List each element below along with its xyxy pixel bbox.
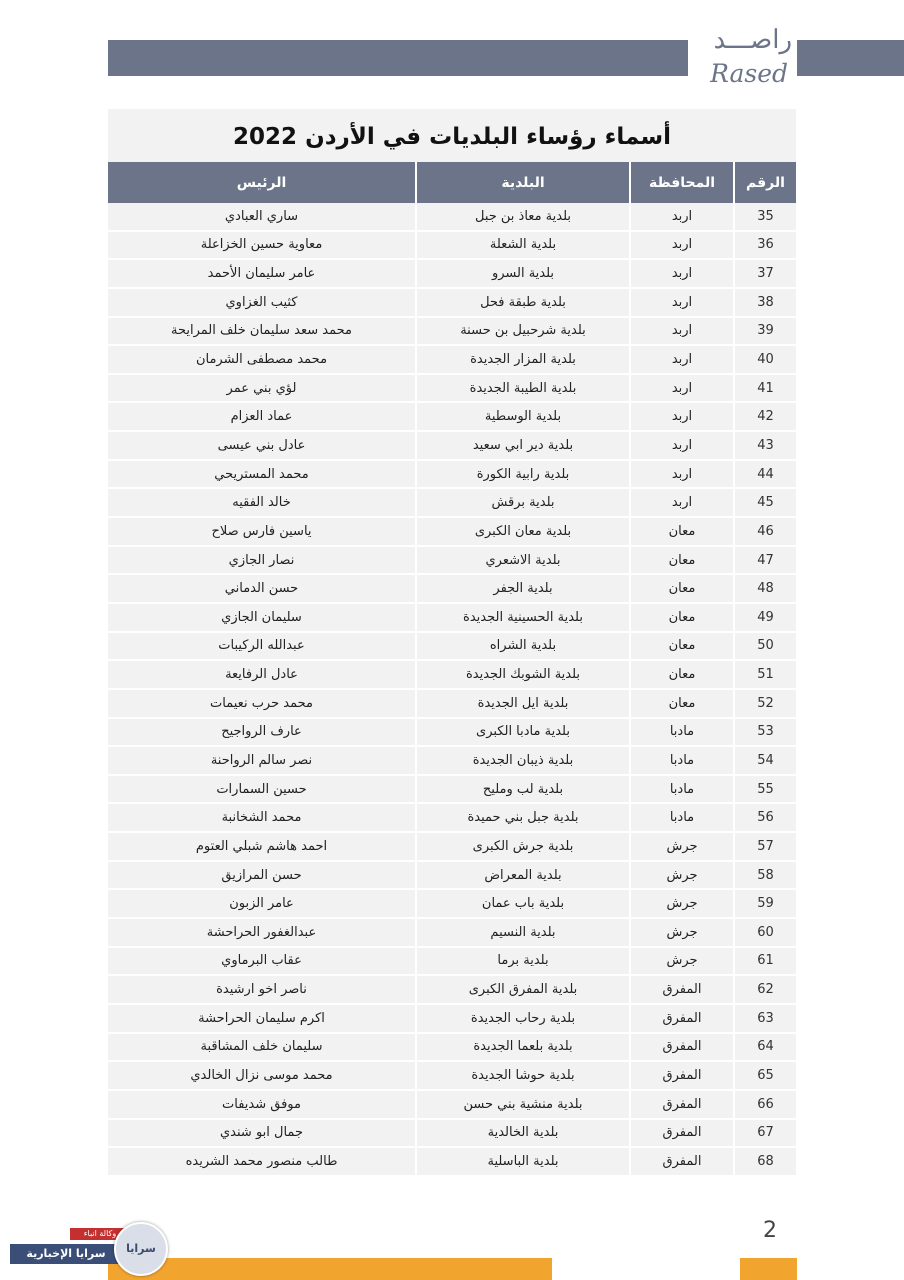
- row-governorate: المفرق: [630, 1090, 734, 1119]
- row-governorate: اربد: [630, 317, 734, 346]
- row-mayor: جمال ابو شندي: [108, 1119, 416, 1148]
- row-governorate: المفرق: [630, 1061, 734, 1090]
- column-header-municipality: البلدية: [416, 162, 630, 203]
- table-row: [108, 317, 796, 346]
- row-mayor: عامر سليمان الأحمد: [108, 259, 416, 288]
- row-municipality: بلدية دير ابي سعيد: [416, 431, 630, 460]
- table-row: [108, 632, 796, 661]
- row-mayor: كثيب الغزاوي: [108, 288, 416, 317]
- row-municipality: بلدية معاذ بن جبل: [416, 203, 630, 231]
- table-body: [108, 203, 796, 1176]
- watermark: [10, 1222, 166, 1274]
- row-municipality: بلدية ايل الجديدة: [416, 689, 630, 718]
- table-row: [108, 345, 796, 374]
- row-number: 64: [734, 1033, 796, 1062]
- row-number: 58: [734, 861, 796, 890]
- row-governorate: المفرق: [630, 1033, 734, 1062]
- row-governorate: جرش: [630, 918, 734, 947]
- row-municipality: بلدية الجفر: [416, 574, 630, 603]
- row-municipality: بلدية الاشعري: [416, 546, 630, 575]
- row-mayor: ياسين فارس صلاح: [108, 517, 416, 546]
- row-number: 55: [734, 775, 796, 804]
- row-governorate: اربد: [630, 431, 734, 460]
- row-number: 48: [734, 574, 796, 603]
- table-row: [108, 1004, 796, 1033]
- row-governorate: معان: [630, 660, 734, 689]
- table-header-row: [108, 162, 796, 203]
- table-row: [108, 746, 796, 775]
- row-number: 37: [734, 259, 796, 288]
- row-municipality: بلدية الباسلية: [416, 1147, 630, 1176]
- logo-latin: Rased: [710, 59, 788, 88]
- table-row: [108, 1119, 796, 1148]
- row-municipality: بلدية السرو: [416, 259, 630, 288]
- row-municipality: بلدية برقش: [416, 488, 630, 517]
- row-mayor: عامر الزبون: [108, 889, 416, 918]
- row-governorate: جرش: [630, 861, 734, 890]
- row-number: 61: [734, 947, 796, 976]
- row-municipality: بلدية الشعلة: [416, 231, 630, 260]
- row-mayor: محمد الشخانبة: [108, 803, 416, 832]
- row-mayor: عادل الرفايعة: [108, 660, 416, 689]
- row-number: 66: [734, 1090, 796, 1119]
- table-row: [108, 1147, 796, 1176]
- row-mayor: محمد موسى نزال الخالدي: [108, 1061, 416, 1090]
- row-mayor: عبدالغفور الحراحشة: [108, 918, 416, 947]
- row-number: 45: [734, 488, 796, 517]
- row-number: 46: [734, 517, 796, 546]
- table-row: [108, 775, 796, 804]
- row-mayor: معاوية حسين الخزاعلة: [108, 231, 416, 260]
- row-municipality: بلدية منشية بني حسن: [416, 1090, 630, 1119]
- page-number: 2: [763, 1218, 777, 1243]
- header-band-left: [108, 40, 688, 76]
- row-mayor: عماد العزام: [108, 402, 416, 431]
- row-number: 56: [734, 803, 796, 832]
- row-mayor: ساري العبادي: [108, 203, 416, 231]
- row-governorate: اربد: [630, 231, 734, 260]
- watermark-main-label: سرايا الإخبارية: [10, 1244, 122, 1264]
- row-mayor: محمد حرب نعيمات: [108, 689, 416, 718]
- table-row: [108, 1061, 796, 1090]
- row-municipality: بلدية الطيبة الجديدة: [416, 374, 630, 403]
- row-number: 54: [734, 746, 796, 775]
- row-municipality: بلدية معان الكبرى: [416, 517, 630, 546]
- mayors-table: [108, 162, 796, 1177]
- table-row: [108, 889, 796, 918]
- row-municipality: بلدية ذيبان الجديدة: [416, 746, 630, 775]
- row-mayor: سليمان خلف المشاقبة: [108, 1033, 416, 1062]
- row-municipality: بلدية رحاب الجديدة: [416, 1004, 630, 1033]
- row-mayor: حسن الدماني: [108, 574, 416, 603]
- table-row: [108, 288, 796, 317]
- row-mayor: احمد هاشم شبلي العتوم: [108, 832, 416, 861]
- row-governorate: معان: [630, 574, 734, 603]
- row-number: 68: [734, 1147, 796, 1176]
- row-mayor: عبدالله الركيبات: [108, 632, 416, 661]
- table-row: [108, 259, 796, 288]
- table-row: [108, 231, 796, 260]
- row-number: 50: [734, 632, 796, 661]
- document-title: أسماء رؤساء البلديات في الأردن 2022: [233, 124, 671, 150]
- row-governorate: اربد: [630, 288, 734, 317]
- row-number: 40: [734, 345, 796, 374]
- row-municipality: بلدية مادبا الكبرى: [416, 718, 630, 747]
- table-row: [108, 975, 796, 1004]
- row-number: 57: [734, 832, 796, 861]
- row-governorate: اربد: [630, 259, 734, 288]
- table-row: [108, 374, 796, 403]
- row-number: 41: [734, 374, 796, 403]
- table-row: [108, 803, 796, 832]
- row-governorate: جرش: [630, 947, 734, 976]
- table-row: [108, 861, 796, 890]
- table-row: [108, 546, 796, 575]
- table-row: [108, 402, 796, 431]
- row-governorate: معان: [630, 632, 734, 661]
- row-number: 52: [734, 689, 796, 718]
- row-governorate: معان: [630, 603, 734, 632]
- table-row: [108, 1090, 796, 1119]
- row-mayor: طالب منصور محمد الشريده: [108, 1147, 416, 1176]
- row-governorate: معان: [630, 517, 734, 546]
- row-mayor: نصر سالم الرواحنة: [108, 746, 416, 775]
- row-municipality: بلدية المعراض: [416, 861, 630, 890]
- row-municipality: بلدية برما: [416, 947, 630, 976]
- row-governorate: مادبا: [630, 775, 734, 804]
- row-number: 51: [734, 660, 796, 689]
- row-number: 59: [734, 889, 796, 918]
- row-mayor: عادل بني عيسى: [108, 431, 416, 460]
- column-header-governorate: المحافظة: [630, 162, 734, 203]
- row-municipality: بلدية شرحبيل بن حسنة: [416, 317, 630, 346]
- table-row: [108, 431, 796, 460]
- footer-band-left: [108, 1258, 552, 1280]
- row-governorate: مادبا: [630, 803, 734, 832]
- row-mayor: ناصر اخو ارشيدة: [108, 975, 416, 1004]
- row-governorate: المفرق: [630, 975, 734, 1004]
- row-number: 39: [734, 317, 796, 346]
- row-mayor: محمد سعد سليمان خلف المرايحة: [108, 317, 416, 346]
- row-number: 47: [734, 546, 796, 575]
- row-mayor: سليمان الجازي: [108, 603, 416, 632]
- row-governorate: المفرق: [630, 1147, 734, 1176]
- footer-band-right: [740, 1258, 797, 1280]
- table-row: [108, 517, 796, 546]
- row-governorate: اربد: [630, 460, 734, 489]
- table-row: [108, 832, 796, 861]
- row-mayor: حسن المرازيق: [108, 861, 416, 890]
- row-municipality: بلدية جبل بني حميدة: [416, 803, 630, 832]
- row-mayor: خالد الفقيه: [108, 488, 416, 517]
- row-governorate: جرش: [630, 889, 734, 918]
- row-municipality: بلدية بلعما الجديدة: [416, 1033, 630, 1062]
- row-municipality: بلدية المفرق الكبرى: [416, 975, 630, 1004]
- row-municipality: بلدية الوسطية: [416, 402, 630, 431]
- row-mayor: عقاب البرماوي: [108, 947, 416, 976]
- header-band-right: [797, 40, 904, 76]
- table-row: [108, 947, 796, 976]
- row-mayor: موفق شديفات: [108, 1090, 416, 1119]
- row-governorate: المفرق: [630, 1004, 734, 1033]
- row-municipality: بلدية الشوبك الجديدة: [416, 660, 630, 689]
- table-row: [108, 460, 796, 489]
- row-governorate: مادبا: [630, 746, 734, 775]
- row-number: 43: [734, 431, 796, 460]
- table-row: [108, 574, 796, 603]
- row-municipality: بلدية طبقة فحل: [416, 288, 630, 317]
- row-municipality: بلدية الحسينية الجديدة: [416, 603, 630, 632]
- row-number: 36: [734, 231, 796, 260]
- row-mayor: محمد مصطفى الشرمان: [108, 345, 416, 374]
- row-governorate: اربد: [630, 374, 734, 403]
- logo-arabic: راصـــد: [713, 25, 792, 55]
- row-mayor: لؤي بني عمر: [108, 374, 416, 403]
- row-governorate: اربد: [630, 203, 734, 231]
- row-governorate: معان: [630, 689, 734, 718]
- row-number: 35: [734, 203, 796, 231]
- watermark-top-label: وكالة انباء: [70, 1228, 130, 1240]
- row-governorate: معان: [630, 546, 734, 575]
- row-governorate: اربد: [630, 488, 734, 517]
- row-municipality: بلدية لب ومليح: [416, 775, 630, 804]
- row-governorate: جرش: [630, 832, 734, 861]
- row-number: 49: [734, 603, 796, 632]
- row-number: 63: [734, 1004, 796, 1033]
- row-number: 60: [734, 918, 796, 947]
- table-row: [108, 660, 796, 689]
- table-row: [108, 603, 796, 632]
- row-number: 53: [734, 718, 796, 747]
- row-municipality: بلدية المزار الجديدة: [416, 345, 630, 374]
- row-mayor: عارف الرواجيح: [108, 718, 416, 747]
- table-row: [108, 718, 796, 747]
- row-mayor: نصار الجازي: [108, 546, 416, 575]
- row-municipality: بلدية جرش الكبرى: [416, 832, 630, 861]
- column-header-mayor: الرئيس: [108, 162, 416, 203]
- row-municipality: بلدية حوشا الجديدة: [416, 1061, 630, 1090]
- row-municipality: بلدية باب عمان: [416, 889, 630, 918]
- row-number: 38: [734, 288, 796, 317]
- row-governorate: مادبا: [630, 718, 734, 747]
- table-row: [108, 918, 796, 947]
- row-municipality: بلدية الخالدية: [416, 1119, 630, 1148]
- row-number: 44: [734, 460, 796, 489]
- row-municipality: بلدية الشراه: [416, 632, 630, 661]
- table-row: [108, 1033, 796, 1062]
- row-number: 42: [734, 402, 796, 431]
- row-municipality: بلدية النسيم: [416, 918, 630, 947]
- column-header-number: الرقم: [734, 162, 796, 203]
- row-mayor: اكرم سليمان الحراحشة: [108, 1004, 416, 1033]
- row-mayor: حسين السمارات: [108, 775, 416, 804]
- row-number: 65: [734, 1061, 796, 1090]
- row-mayor: محمد المستريحي: [108, 460, 416, 489]
- table-row: [108, 488, 796, 517]
- row-governorate: اربد: [630, 345, 734, 374]
- table-row: [108, 689, 796, 718]
- row-governorate: المفرق: [630, 1119, 734, 1148]
- row-number: 67: [734, 1119, 796, 1148]
- watermark-logo: سرايا: [114, 1222, 168, 1276]
- row-governorate: اربد: [630, 402, 734, 431]
- table-row: [108, 203, 796, 231]
- row-municipality: بلدية رابية الكورة: [416, 460, 630, 489]
- row-number: 62: [734, 975, 796, 1004]
